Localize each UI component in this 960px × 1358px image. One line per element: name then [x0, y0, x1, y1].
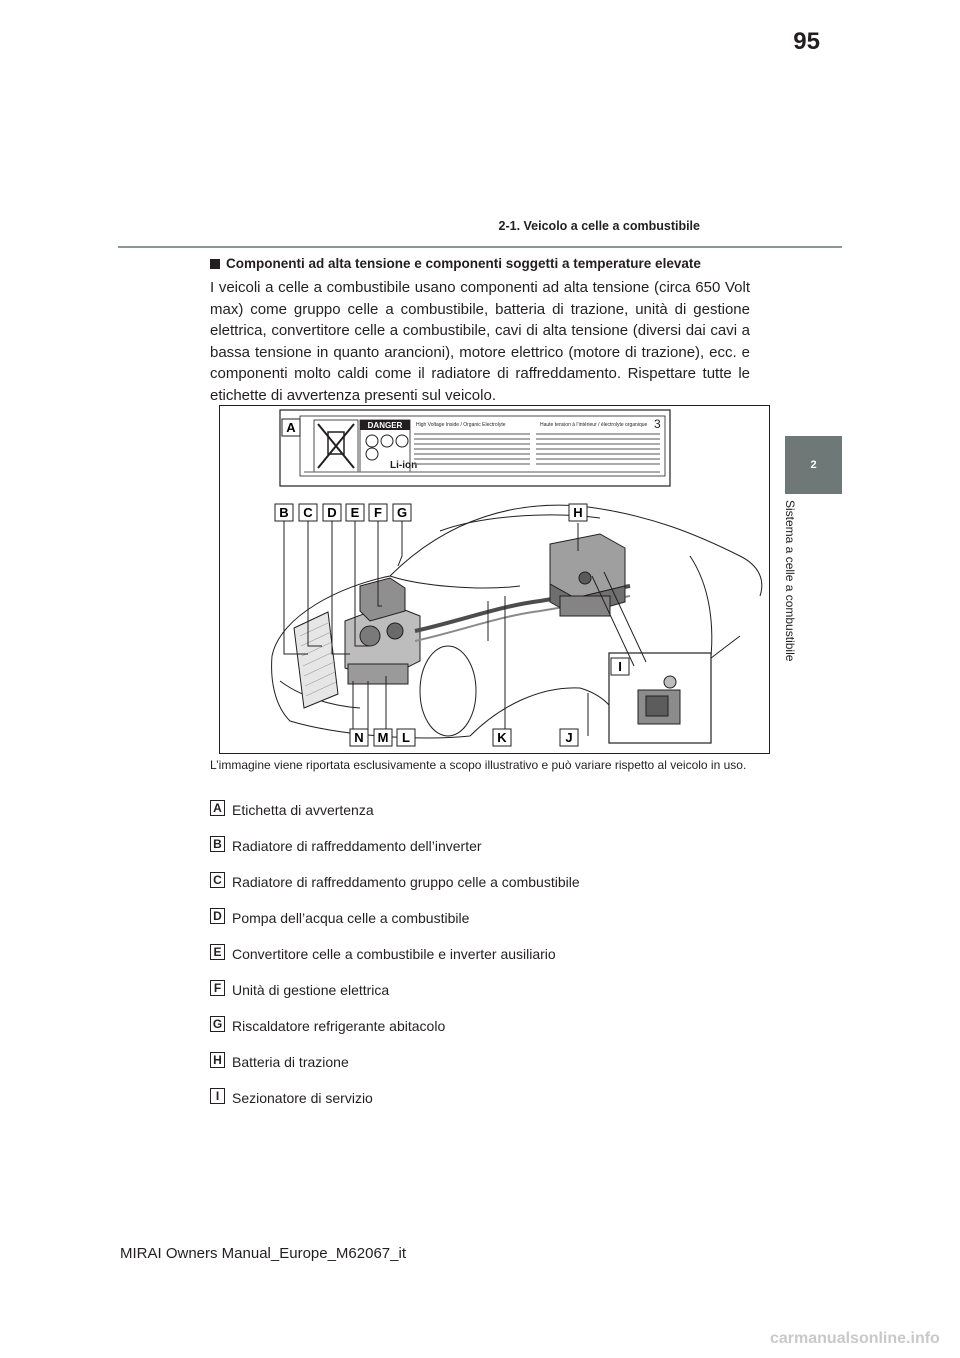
callout-j: J	[565, 730, 573, 745]
legend-item	[210, 800, 730, 836]
figure-caption: L’immagine viene riportata esclusivamente a scopo illustrativo e può variare rispetto al veicolo in uso.	[210, 758, 747, 772]
heading-text: Componenti ad alta tensione e componenti soggetti a temperature elevate	[226, 256, 701, 271]
legend-text: Radiatore di raffreddamento gruppo celle a combustibile	[232, 874, 580, 890]
legend-item	[210, 872, 730, 908]
legend-text: Radiatore di raffreddamento dell’inverter	[232, 838, 482, 854]
callout-b: B	[279, 505, 289, 520]
chapter-tab[interactable]: 2	[785, 436, 842, 494]
legend-text: Etichetta di avvertenza	[232, 802, 374, 818]
section-title: 2-1. Veicolo a celle a combustibile	[498, 219, 700, 233]
legend-text: Sezionatore di servizio	[232, 1090, 373, 1106]
legend-key: E	[210, 944, 225, 960]
body-paragraph: I veicoli a celle a combustibile usano componenti ad alta tensione (circa 650 Volt max) come gruppo celle a combustibile, batteria di trazione, unità di gestione elettrica, convertitore celle a combustibile, cavi di alta tensione (diversi dai cavi a bassa tensione in quanto arancioni), motore elettrico (motore di trazione), ecc. e componenti molto caldi come il radiatore di raffreddamento. Rispettare tutte le etichette di avvertenza presenti sul veicolo.	[210, 279, 750, 404]
legend-item	[210, 980, 730, 1016]
callout-n: N	[354, 730, 364, 745]
legend-text: Unità di gestione elettrica	[232, 982, 390, 998]
legend-key: F	[210, 980, 225, 996]
chapter-title: Sistema a celle a combustibile	[783, 500, 797, 662]
callout-c: C	[303, 505, 313, 520]
callout-l: L	[402, 730, 410, 745]
legend-key: I	[210, 1088, 225, 1104]
callout-e: E	[350, 505, 360, 520]
component-illustration	[219, 405, 770, 754]
legend-key: D	[210, 908, 225, 924]
legend-item	[210, 1052, 730, 1088]
label-header-en: High Voltage Inside / Organic Electrolyte	[416, 422, 506, 428]
warning-label-graphic	[280, 410, 670, 486]
callout-g: G	[396, 505, 408, 520]
legend-key: A	[210, 800, 225, 816]
callout-a: A	[286, 420, 296, 435]
callout-d: D	[327, 505, 337, 520]
watermark[interactable]: carmanualsonline.info	[770, 1330, 940, 1347]
legend-text: Riscaldatore refrigerante abitacolo	[232, 1018, 446, 1034]
legend-text: Convertitore celle a combustibile e inverter ausiliario	[232, 946, 556, 962]
legend-item	[210, 908, 730, 944]
legend-key: H	[210, 1052, 225, 1068]
car-diagram	[220, 406, 769, 753]
li-ion-text: Li-ion	[390, 460, 418, 471]
square-bullet-icon	[210, 259, 220, 269]
legend-key: G	[210, 1016, 225, 1032]
legend-item	[210, 944, 730, 980]
callout-i: I	[618, 659, 622, 674]
traction-battery-graphic	[550, 534, 625, 616]
legend-item	[210, 836, 730, 872]
label-number: 3	[654, 417, 661, 431]
manual-footer: MIRAI Owners Manual_Europe_M62067_it	[120, 1245, 406, 1262]
legend-item	[210, 1088, 730, 1124]
chapter-title-vertical	[779, 500, 803, 700]
danger-text: DANGER	[367, 421, 403, 430]
label-header-fr: Haute tension à l’intérieur / électrolyte organique	[540, 422, 648, 428]
legend-item	[210, 1016, 730, 1052]
page-number: 95	[793, 28, 820, 55]
legend-text: Batteria di trazione	[232, 1054, 349, 1070]
legend-key: C	[210, 872, 225, 888]
callout-k: K	[497, 730, 507, 745]
legend-text: Pompa dell’acqua celle a combustibile	[232, 910, 470, 926]
callout-f: F	[374, 505, 382, 520]
callout-h: H	[573, 505, 583, 520]
header-rule	[118, 246, 842, 248]
callout-m: M	[377, 730, 389, 745]
front-components-graphic	[345, 578, 420, 684]
legend-key: B	[210, 836, 225, 852]
section-heading	[210, 256, 701, 271]
component-legend	[210, 800, 730, 1124]
